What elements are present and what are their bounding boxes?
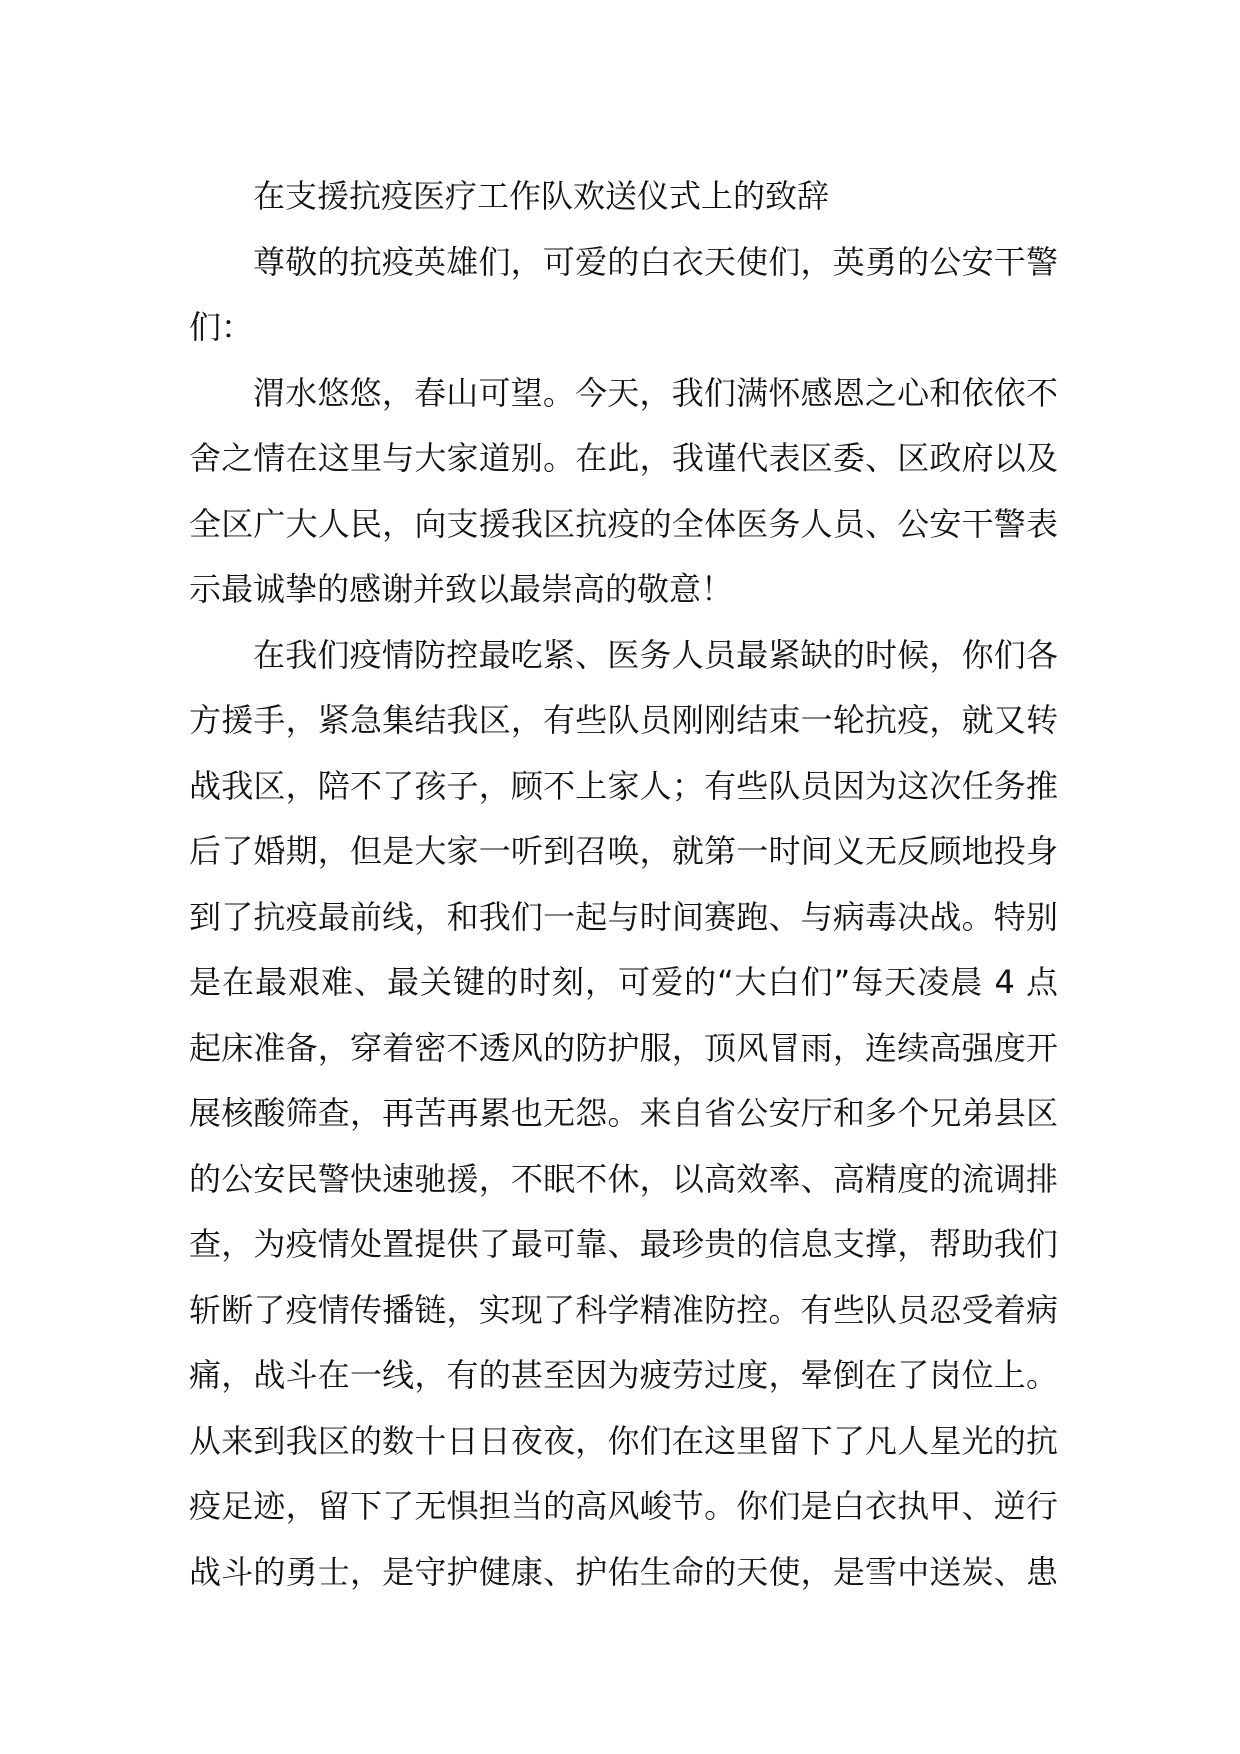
paragraph-line: 舍之情在这里与大家道别。在此，我谨代表区委、区政府以及 bbox=[189, 439, 1058, 477]
paragraph-line: 方援手，紧急集结我区，有些队员刚刚结束一轮抗疫，就又转 bbox=[189, 701, 1058, 739]
paragraph-line: 战我区，陪不了孩子，顾不上家人；有些队员因为这次任务推 bbox=[189, 766, 1058, 805]
paragraph-line: 后了婚期，但是大家一听到召唤，就第一时间义无反顾地投身 bbox=[189, 832, 1058, 870]
paragraph-line: 斩断了疫情传播链，实现了科学精准防控。有些队员忍受着病 bbox=[189, 1290, 1058, 1329]
paragraph-line: 们： bbox=[189, 308, 254, 346]
paragraph-line: 痛，战斗在一线，有的甚至因为疲劳过度，晕倒在了岗位上。 bbox=[189, 1356, 1058, 1394]
paragraph-salutation bbox=[189, 230, 1058, 361]
paragraph-farewell bbox=[189, 361, 1058, 623]
paragraph-line: 疫足迹，留下了无惧担当的高风峻节。你们是白衣执甲、逆行 bbox=[189, 1487, 1058, 1525]
paragraph-line: 渭水悠悠，春山可望。今天，我们满怀感恩之心和依依不 bbox=[253, 373, 1058, 412]
paragraph-line: 到了抗疫最前线，和我们一起与时间赛跑、与病毒决战。特别 bbox=[189, 897, 1058, 936]
paragraph-line: 战斗的勇士，是守护健康、护佑生命的天使，是雪中送炭、患 bbox=[189, 1552, 1058, 1591]
paragraph-line: 尊敬的抗疫英雄们，可爱的白衣天使们，英勇的公安干警 bbox=[253, 242, 1058, 281]
paragraph-line: 查，为疫情处置提供了最可靠、最珍贵的信息支撑，帮助我们 bbox=[189, 1225, 1058, 1263]
document-body bbox=[189, 164, 1058, 1605]
paragraph-line: 起床准备，穿着密不透风的防护服，顶风冒雨，连续高强度开 bbox=[189, 1028, 1058, 1067]
paragraph-line: 展核酸筛查，再苦再累也无怨。来自省公安厅和多个兄弟县区 bbox=[189, 1094, 1058, 1132]
paragraph-line: 是在最艰难、最关键的时刻，可爱的“大白们”每天凌晨 4 点 bbox=[189, 963, 1058, 1001]
paragraph-line: 示最诚挚的感谢并致以最崇高的敬意！ bbox=[189, 570, 734, 608]
paragraph-line: 全区广大人民，向支援我区抗疫的全体医务人员、公安干警表 bbox=[189, 504, 1058, 543]
paragraph-tribute bbox=[189, 623, 1058, 1606]
paragraph-line: 在我们疫情防控最吃紧、医务人员最紧缺的时候，你们各 bbox=[253, 635, 1058, 674]
paragraph-line: 从来到我区的数十日日夜夜，你们在这里留下了凡人星光的抗 bbox=[189, 1421, 1058, 1460]
document-title: 在支援抗疫医疗工作队欢送仪式上的致辞 bbox=[253, 177, 830, 215]
paragraph-line: 的公安民警快速驰援，不眠不休，以高效率、高精度的流调排 bbox=[189, 1159, 1058, 1198]
